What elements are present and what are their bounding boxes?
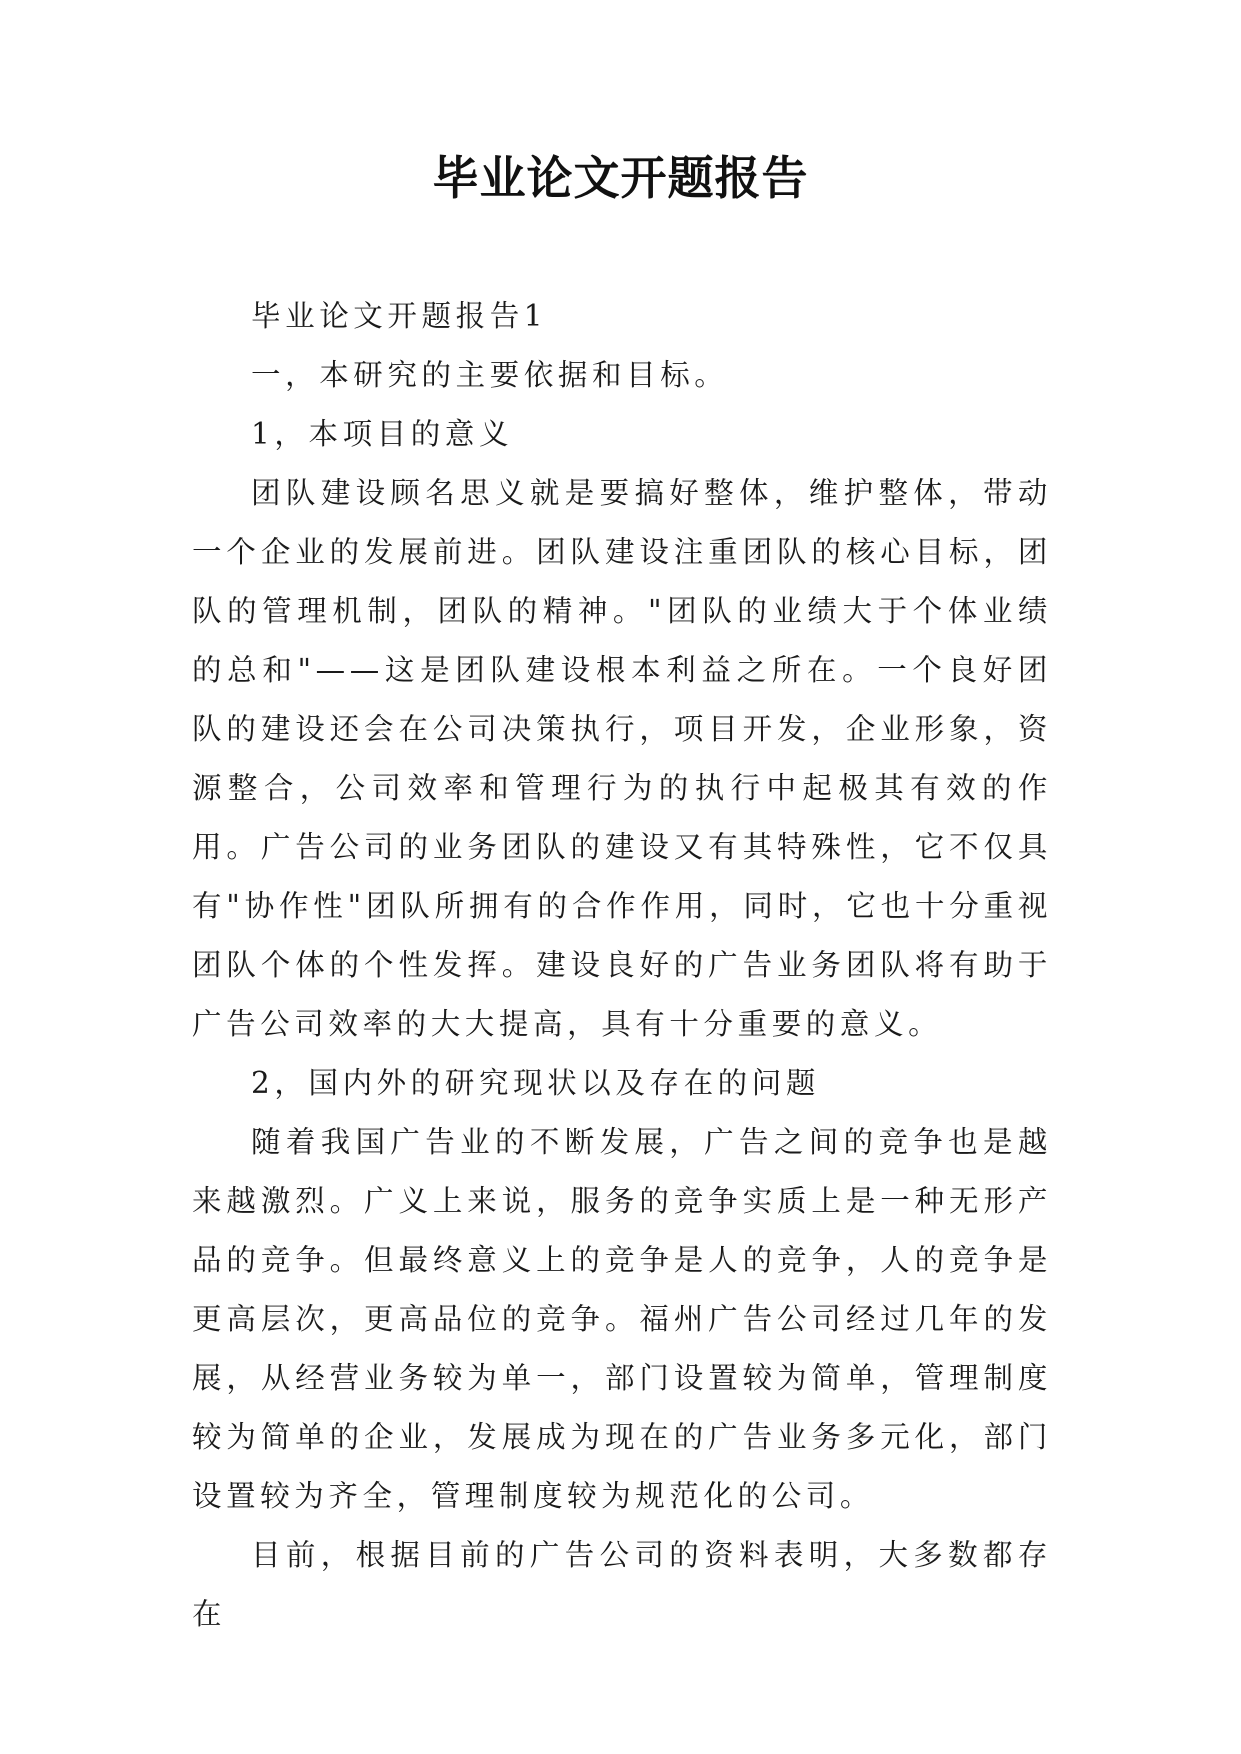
paragraph-competition: 随着我国广告业的不断发展，广告之间的竞争也是越来越激烈。广义上来说，服务的竞争实质上是一种无形产品的竞争。但最终意义上的竞争是人的竞争，人的竞争是更高层次，更高品位的竞争。福州广告公司经过几年的发展，从经营业务较为单一，部门设置较为简单，管理制度较为简单的企业，发展成为现在的广告业务多元化，部门设置较为齐全，管理制度较为规范化的公司。	[192, 1125, 1052, 1513]
subsection-heading-research-status: 2，国内外的研究现状以及存在的问题	[251, 1066, 820, 1100]
subsection-heading-significance: 1，本项目的意义	[251, 417, 514, 451]
paragraph-current-issues: 目前，根据目前的广告公司的资料表明，大多数都存在	[192, 1538, 1052, 1631]
section-heading-basis: 一，本研究的主要依据和目标。	[251, 358, 729, 392]
document-title: 毕业论文开题报告	[432, 151, 809, 205]
paragraph-team-building: 团队建设顾名思义就是要搞好整体，维护整体，带动一个企业的发展前进。团队建设注重团队的核心目标，团队的管理机制，团队的精神。"团队的业绩大于个体业绩的总和"——这是团队建设根本利益之所在。一个良好团队的建设还会在公司决策执行，项目开发，企业形象，资源整合，公司效率和管理行为的执行中起极其有效的作用。广告公司的业务团队的建设又有其特殊性，它不仅具有"协作性"团队所拥有的合作作用，同时，它也十分重视团队个体的个性发挥。建设良好的广告业务团队将有助于广告公司效率的大大提高，具有十分重要的意义。	[192, 476, 1052, 1041]
document-body	[192, 287, 1052, 1644]
report-heading: 毕业论文开题报告1	[251, 299, 548, 333]
